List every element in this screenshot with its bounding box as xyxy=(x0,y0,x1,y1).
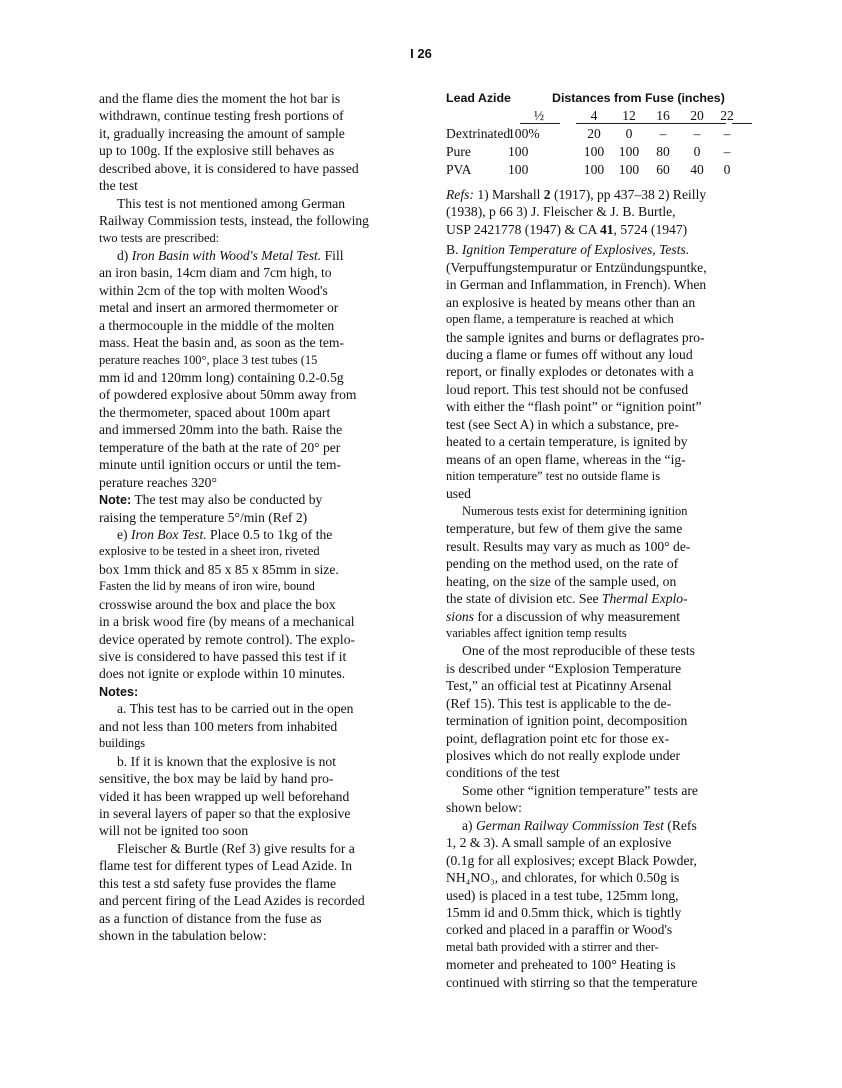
text-line: sive is considered to have passed this test if it xyxy=(99,649,347,664)
text-span: Thermal Explo- xyxy=(601,591,688,607)
section-title: German Railway Commission Test xyxy=(475,817,664,833)
text-line: an explosive is heated by means other than an xyxy=(446,294,696,310)
distance-header: 12 xyxy=(622,108,636,123)
table-row xyxy=(446,161,754,178)
text-line: heating, on the size of the sample used, on xyxy=(446,573,677,589)
section-d-iron-basin xyxy=(99,247,407,491)
table-cell: 0 xyxy=(693,144,701,159)
row-label: Pure xyxy=(446,144,471,159)
text-line: raising the temperature 5°/min (Ref 2) xyxy=(99,509,308,525)
text-span: (1917), pp 437–38 2) Reilly xyxy=(550,187,707,202)
text-line: crosswise around the box and place the box xyxy=(99,596,336,612)
row-label: Dextrinated xyxy=(446,126,511,141)
distance-header: 4 xyxy=(590,108,598,123)
right-column xyxy=(446,90,754,991)
table-row-label-header: Lead Azide xyxy=(446,91,511,105)
table-cell: 40 xyxy=(690,162,704,177)
text-line: test (see Sect A) in which a substance, pre- xyxy=(446,416,679,432)
text-line: will not be ignited too soon xyxy=(99,823,249,839)
table-cell: – xyxy=(659,126,667,141)
text-line: One of the most reproducible of these tests xyxy=(462,643,695,659)
text-line: b. If it is known that the explosive is not xyxy=(117,753,336,769)
text-span: USP 2421778 (1947) & CA xyxy=(446,221,600,237)
table-cell: 0 xyxy=(625,126,633,141)
text-line: means of an open flame, whereas in the “ig- xyxy=(446,451,686,467)
text-span: 2 xyxy=(543,187,551,202)
text-line: (0.1g for all explosives; except Black Powder, xyxy=(446,852,697,868)
text-line: 15mm id and 0.5mm thick, which is tightly xyxy=(446,904,682,920)
text-line: continued with stirring so that the temperature xyxy=(446,974,698,990)
text-line: conditions of the test xyxy=(446,765,560,781)
text-line: the sample ignites and burns or deflagrates pro- xyxy=(446,329,705,345)
text-line: report, or finally explodes or detonates with a xyxy=(446,364,694,380)
text-line: the test xyxy=(99,178,138,194)
table-row xyxy=(446,143,754,160)
text-span: Place 0.5 to 1kg of the xyxy=(206,526,333,542)
text-line: used xyxy=(446,486,471,502)
table-distance-header xyxy=(446,107,754,124)
text-line: flame test for different types of Lead Azide. In xyxy=(99,858,353,874)
references xyxy=(446,186,754,238)
text-line: with either the “flash point” or “ignition point” xyxy=(446,399,702,415)
table-heading: Distances from Fuse (inches) xyxy=(552,91,725,105)
text-span: The test may also be conducted by xyxy=(131,492,323,508)
refs-label: Refs: xyxy=(446,187,474,202)
item-label: a) xyxy=(462,817,473,833)
text-line: temperature of the bath at the rate of 20° per xyxy=(99,439,341,455)
text-line: Test,” an official test at Picatinny Arsenal xyxy=(446,678,672,694)
text-line: open flame, a temperature is reached at which xyxy=(446,312,674,327)
text-line: described above, it is considered to have passed xyxy=(99,160,359,176)
text-line: Railway Commission tests, instead, the following xyxy=(99,213,369,229)
text-span: , 5724 (1947) xyxy=(613,221,688,237)
text-line: a. This test has to be carried out in the open xyxy=(117,701,354,717)
note-block xyxy=(99,491,407,526)
text-line: plosives which do not really explode under xyxy=(446,748,681,763)
table-cell: 60 xyxy=(656,162,670,177)
text-span: for a discussion of why measurement xyxy=(473,608,681,624)
text-line: nition temperature” test no outside flame is xyxy=(446,469,661,483)
table-row xyxy=(446,125,754,142)
table-cell: 100 xyxy=(618,144,640,159)
text-line: within 2cm of the top with molten Wood's xyxy=(99,282,328,298)
paragraph-flame-test xyxy=(99,90,407,195)
text-span: the state of division etc. See xyxy=(446,591,602,607)
text-line: used) is placed in a test tube, 125mm long, xyxy=(446,887,679,903)
text-line: NH₄NO₃, and chlorates, for which 0.50g is xyxy=(446,870,680,886)
text-line: Some other “ignition temperature” tests are xyxy=(462,782,698,798)
text-line: shown below: xyxy=(446,800,522,816)
text-line: and percent firing of the Lead Azides is recorded xyxy=(99,893,365,909)
text-line: variables affect ignition temp results xyxy=(446,625,627,640)
text-line: in a brisk wood fire (by means of a mechanical xyxy=(99,614,355,630)
header-underline xyxy=(732,123,752,124)
section-a-railway-test xyxy=(446,817,754,991)
note-label: Note: xyxy=(99,493,132,508)
table-cell: 100 xyxy=(618,162,640,177)
table-cell: 20 xyxy=(587,126,601,141)
text-span: sions xyxy=(446,608,474,624)
text-line: and the flame dies the moment the hot bar is xyxy=(99,91,341,106)
text-line: withdrawn, continue testing fresh portions of xyxy=(99,108,344,124)
item-label: B. xyxy=(446,242,459,258)
text-line: Fasten the lid by means of iron wire, bound xyxy=(99,579,315,594)
text-line: metal and insert an armored thermometer or xyxy=(99,300,339,316)
table-cell: 80 xyxy=(656,144,670,159)
table-cell: 100 xyxy=(508,162,529,177)
text-line: This test is not mentioned among German xyxy=(117,195,346,211)
text-line: termination of ignition point, decomposition xyxy=(446,713,688,729)
text-line: vided it has been wrapped up well beforehand xyxy=(99,788,350,804)
text-line: Numerous tests exist for determining ignition xyxy=(462,503,688,518)
text-line: 1, 2 & 3). A small sample of an explosive xyxy=(446,835,672,851)
paragraph-reproducible xyxy=(446,642,754,782)
paragraph-other-tests xyxy=(446,782,754,817)
paragraph-railway-tests xyxy=(99,195,407,247)
table-cell: – xyxy=(723,144,731,159)
item-label: d) xyxy=(117,247,129,263)
table-cell: 100 xyxy=(508,144,529,159)
text-line: perature reaches 320° xyxy=(99,474,217,490)
text-line: minute until ignition occurs or until the tem- xyxy=(99,457,342,473)
text-line: buildings xyxy=(99,736,146,751)
row-label: PVA xyxy=(446,162,472,177)
text-line: up to 100g. If the explosive still behaves as xyxy=(99,143,335,159)
text-line: temperature, but few of them give the same xyxy=(446,521,683,537)
text-line: is described under “Explosion Temperature xyxy=(446,660,682,676)
text-line: the thermometer, spaced about 100m apart xyxy=(99,404,331,420)
text-line: box 1mm thick and 85 x 85 x 85mm in size. xyxy=(99,561,339,577)
text-line: mm id and 120mm long) containing 0.2-0.5g xyxy=(99,370,344,385)
section-title: Ignition Temperature of Explosives, Tests. xyxy=(461,242,690,258)
text-line: ducing a flame or fumes off without any loud xyxy=(446,346,693,362)
distance-header: 20 xyxy=(690,108,704,123)
table-cell: 0 xyxy=(723,162,731,177)
section-b-ignition xyxy=(446,241,754,503)
text-span: (Refs xyxy=(663,817,697,833)
left-column xyxy=(99,90,407,944)
text-span: 41 xyxy=(599,221,614,237)
text-span: Fill xyxy=(321,247,344,263)
lead-azide-table xyxy=(446,90,754,186)
text-line: as a function of distance from the fuse as xyxy=(99,910,322,926)
text-line: an iron basin, 14cm diam and 7cm high, to xyxy=(99,265,332,281)
text-line: and not less than 100 meters from inhabited xyxy=(99,718,338,734)
text-line: pending on the method used, on the rate of xyxy=(446,556,679,572)
text-line: does not ignite or explode within 10 minutes. xyxy=(99,666,346,682)
section-title: Iron Box Test. xyxy=(130,526,207,542)
text-line: explosive to be tested in a sheet iron, riveted xyxy=(99,544,320,559)
table-cell: – xyxy=(693,126,701,141)
section-title: Iron Basin with Wood's Metal Test. xyxy=(131,247,322,263)
item-label: e) xyxy=(117,526,128,542)
text-line: heated to a certain temperature, is ignited by xyxy=(446,434,688,450)
text-line: (Ref 15). This test is applicable to the de- xyxy=(446,695,672,711)
text-line: Fleischer & Burtle (Ref 3) give results for a xyxy=(117,840,355,856)
text-line: in German and Inflammation, in French). When xyxy=(446,277,707,293)
text-line: of powdered explosive about 50mm away from xyxy=(99,387,357,403)
text-line: sensitive, the box may be laid by hand pro- xyxy=(99,771,334,787)
text-line: a thermocouple in the middle of the molten xyxy=(99,317,335,333)
text-line: in several layers of paper so that the explosive xyxy=(99,805,351,821)
text-line: device operated by remote control). The explo- xyxy=(99,631,356,647)
text-line: it, gradually increasing the amount of sample xyxy=(99,125,345,141)
notes-label: Notes: xyxy=(99,684,139,699)
text-line: shown in the tabulation below: xyxy=(99,928,267,943)
text-line: two tests are prescribed: xyxy=(99,230,220,245)
text-line: (Verpuffungstempuratur or Entzündungspuntke, xyxy=(446,259,707,275)
text-line: perature reaches 100°, place 3 test tubes (15 xyxy=(99,352,318,367)
text-line: loud report. This test should not be confused xyxy=(446,381,689,397)
text-line: and immersed 20mm into the bath. Raise the xyxy=(99,422,343,438)
text-line: mass. Heat the basin and, as soon as the tem- xyxy=(99,335,345,351)
table-cell: – xyxy=(723,126,731,141)
notes-block xyxy=(99,683,407,840)
text-line: metal bath provided with a stirrer and ther- xyxy=(446,939,659,954)
paragraph-numerous-tests xyxy=(446,503,754,643)
text-line: (1938), p 66 3) J. Fleischer & J. B. Burtle, xyxy=(446,204,676,220)
header-underline xyxy=(576,123,726,124)
distance-header: 22 xyxy=(720,108,734,123)
page-number: I 26 xyxy=(410,46,432,61)
text-line: this test a std safety fuse provides the flame xyxy=(99,875,337,891)
section-e-iron-box xyxy=(99,526,407,683)
text-line: point, deflagration point etc for those ex- xyxy=(446,730,670,746)
distance-header: ½ xyxy=(533,108,545,123)
text-line: result. Results may vary as much as 100° de- xyxy=(446,538,691,554)
table-cell: 100% xyxy=(508,126,540,141)
header-underline xyxy=(520,123,560,124)
table-cell: 100 xyxy=(583,162,605,177)
text-line: corked and placed in a paraffin or Wood's xyxy=(446,922,673,938)
text-span: 1) Marshall xyxy=(473,187,544,202)
text-line: mometer and preheated to 100° Heating is xyxy=(446,957,676,973)
distance-header: 16 xyxy=(656,108,670,123)
paragraph-fleischer-burtle xyxy=(99,840,407,945)
table-cell: 100 xyxy=(583,144,605,159)
